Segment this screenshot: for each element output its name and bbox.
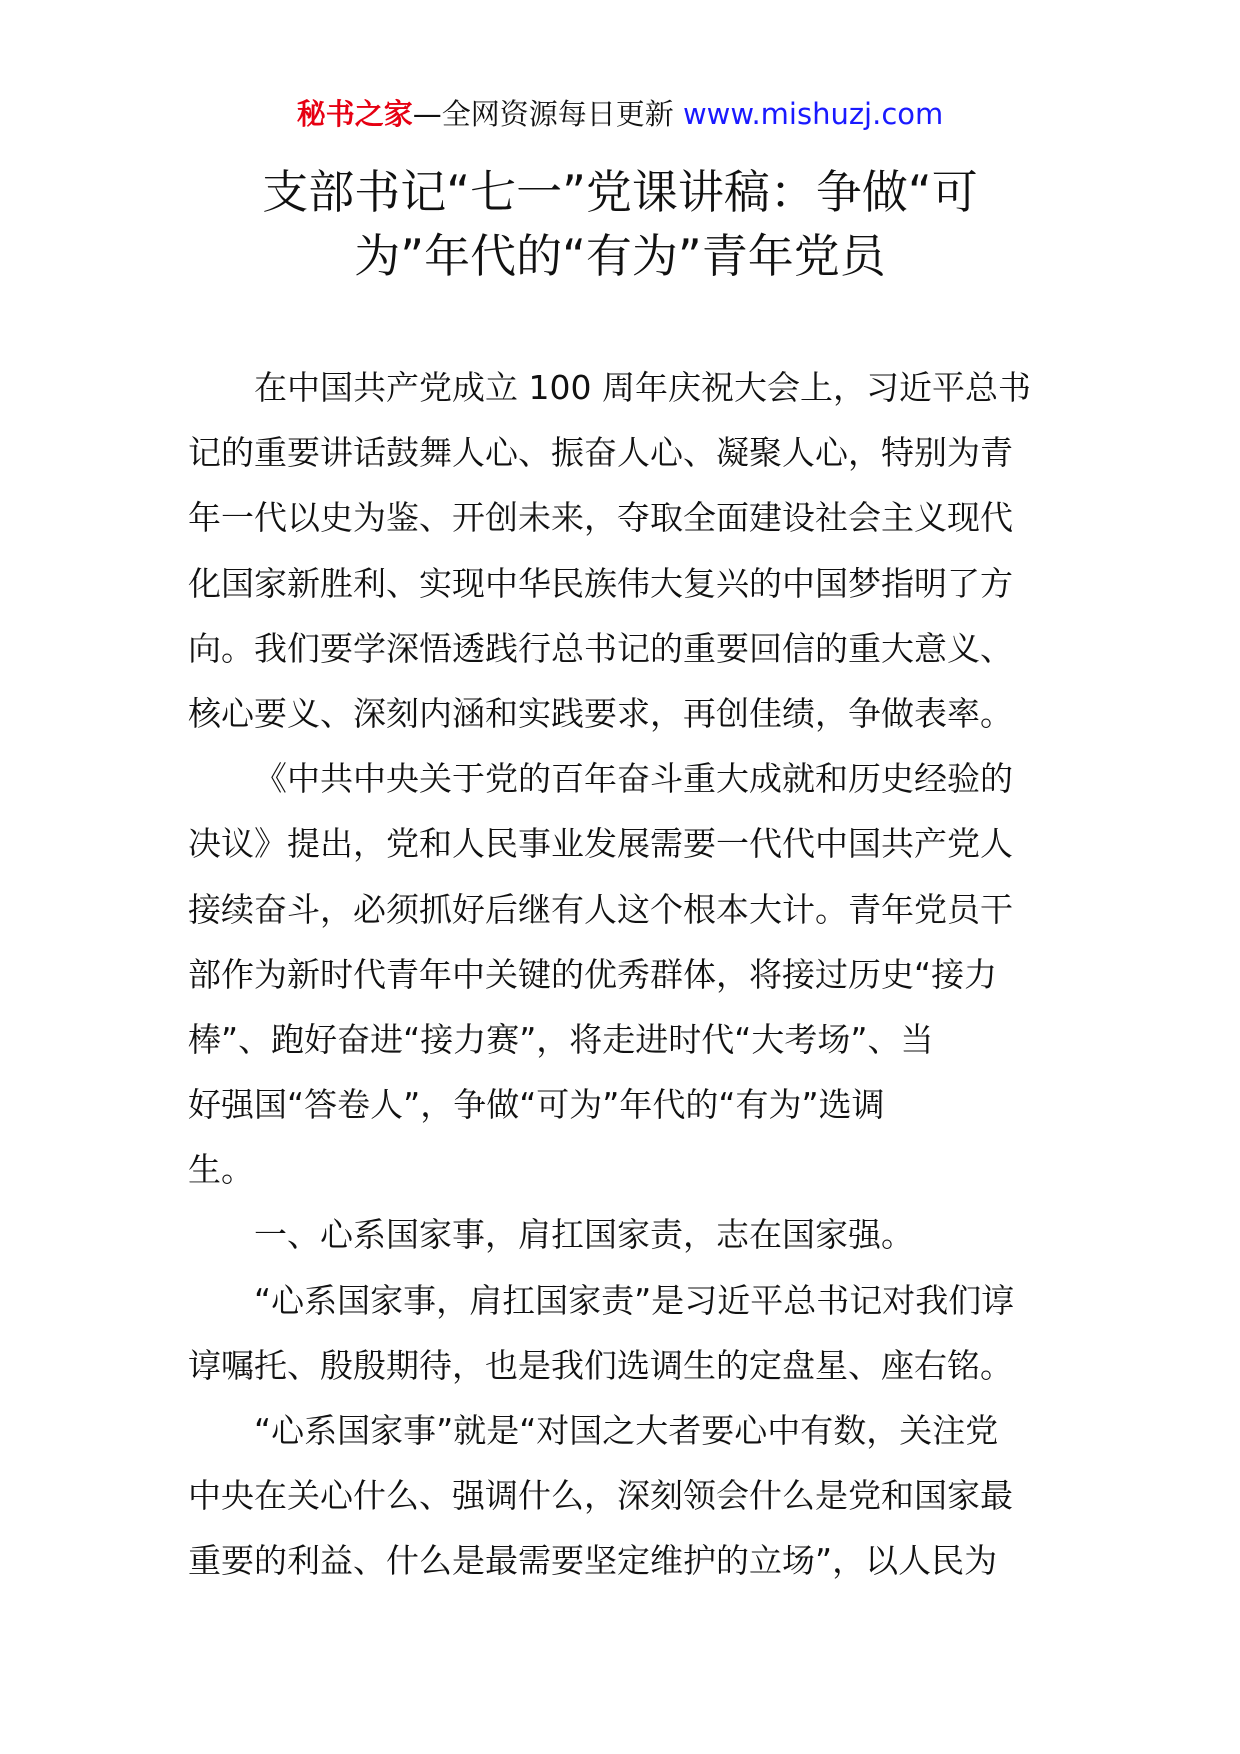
body-line: 《中共中央关于党的百年奋斗重大成就和历史经验的 [254, 759, 1013, 799]
body-line: 中央在关心什么、强调什么，深刻领会什么是党和国家最 [188, 1476, 1013, 1516]
body-line: 决议》提出，党和人民事业发展需要一代代中国共产党人 [188, 824, 1013, 864]
title-line-2: 为”年代的“有为”青年党员 [354, 229, 886, 283]
document-title [0, 160, 1240, 288]
title-line-1: 支部书记“七一”党课讲稿：争做“可 [262, 165, 978, 219]
body-line: 生。 [188, 1150, 254, 1190]
body-line: 谆嘱托、殷殷期待，也是我们选调生的定盘星、座右铭。 [188, 1345, 1013, 1385]
body-line: 年一代以史为鉴、开创未来，夺取全面建设社会主义现代 [188, 498, 1013, 538]
site-tagline: —全网资源每日更新 [412, 97, 683, 131]
section-heading: 一、心系国家事，肩扛国家责，志在国家强。 [254, 1215, 914, 1255]
site-brand: 秘书之家 [296, 97, 413, 131]
document-body [188, 355, 1060, 1594]
body-line: “心系国家事，肩扛国家责”是习近平总书记对我们谆 [254, 1280, 1015, 1320]
body-line: 棒”、跑好奋进“接力赛”，将走进时代“大考场”、当 [188, 1019, 934, 1059]
body-line: 接续奋斗，必须抓好后继有人这个根本大计。青年党员干 [188, 889, 1013, 929]
body-line: 化国家新胜利、实现中华民族伟大复兴的中国梦指明了方 [188, 563, 1013, 603]
body-line: “心系国家事”就是“对国之大者要心中有数，关注党 [254, 1411, 999, 1450]
body-line: 记的重要讲话鼓舞人心、振奋人心、凝聚人心，特别为青 [188, 433, 1013, 473]
body-line: 重要的利益、什么是最需要坚定维护的立场”，以人民为 [188, 1541, 998, 1581]
body-line: 向。我们要学深悟透践行总书记的重要回信的重大意义、 [188, 628, 1013, 668]
body-line: 好强国“答卷人”，争做“可为”年代的“有为”选调 [188, 1085, 885, 1125]
site-url-link[interactable]: www.mishuzj.com [682, 97, 944, 131]
body-line: 核心要义、深刻内涵和实践要求，再创佳绩，争做表率。 [188, 693, 1013, 733]
body-line: 在中国共产党成立 100 周年庆祝大会上，习近平总书 [254, 368, 1031, 407]
body-line: 部作为新时代青年中关键的优秀群体，将接过历史“接力 [188, 954, 998, 994]
site-header [0, 94, 1240, 134]
